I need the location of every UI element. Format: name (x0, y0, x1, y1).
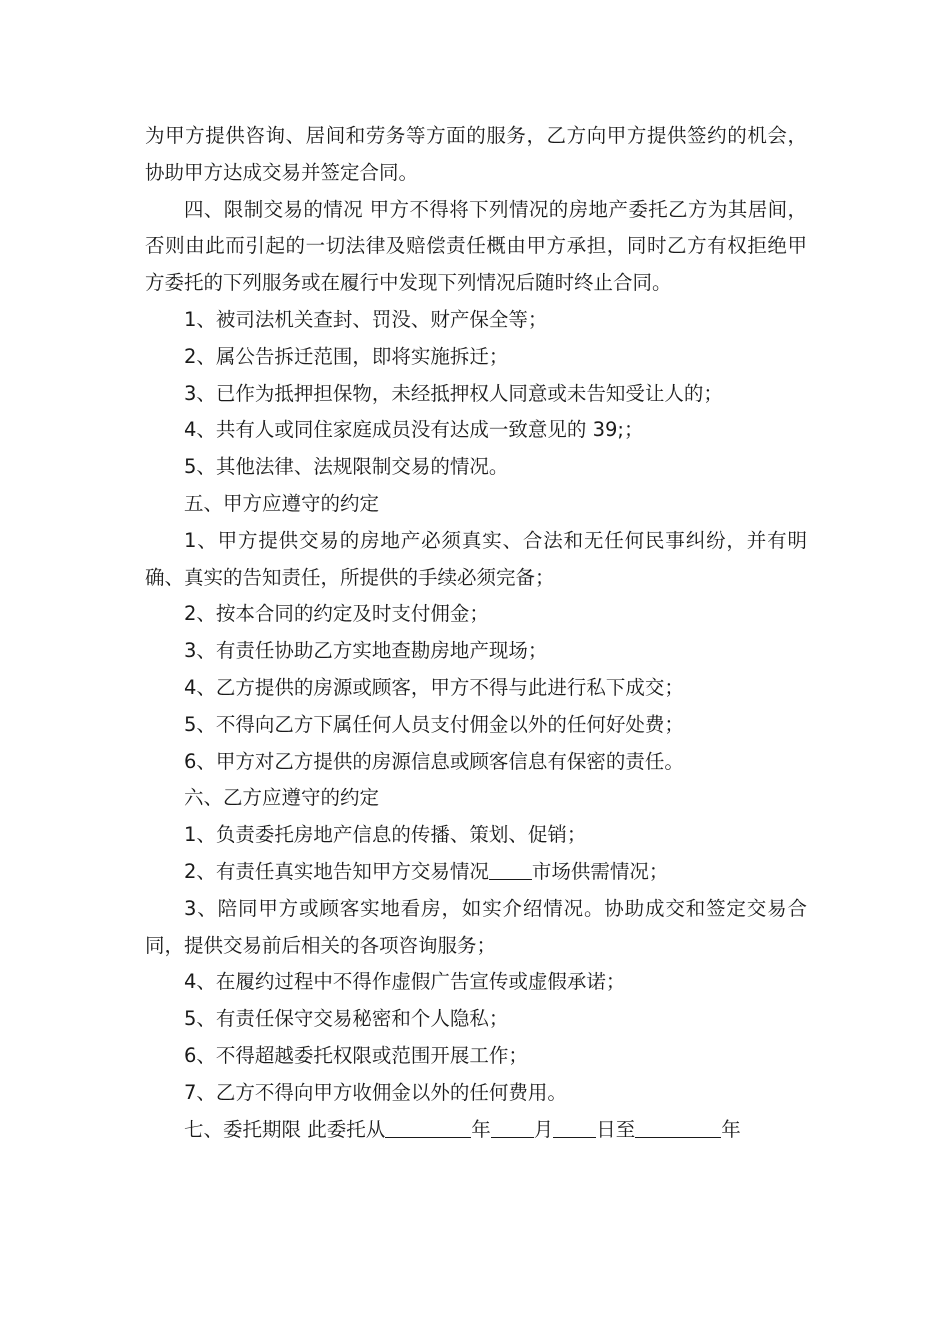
paragraph-5-4: 4、乙方提供的房源或顾客，甲方不得与此进行私下成交； (184, 675, 684, 699)
paragraph-4-3: 3、已作为抵押担保物，未经抵押权人同意或未告知受让人的； (184, 381, 723, 405)
paragraph-sec5: 五、甲方应遵守的约定 (184, 491, 380, 515)
paragraph-sec4: 四、限制交易的情况 甲方不得将下列情况的房地产委托乙方为其居间，否则由此而引起的一切法律及赔偿责任概由甲方承担，同时乙方有权拒绝甲方委托的下列服务或在履行中发现下列情况后随时终止合同。 (145, 197, 807, 295)
paragraph-5-3: 3、有责任协助乙方实地查勘房地产现场； (184, 639, 548, 663)
term-year-end-label: 年 (721, 1117, 741, 1141)
blank-line (385, 1116, 471, 1137)
paragraph-6-4: 4、在履约过程中不得作虚假广告宣传或虚假承诺； (184, 970, 626, 994)
term-lead-text: 七、委托期限 此委托从 (184, 1117, 386, 1141)
blank-line (489, 859, 532, 880)
paragraph-5-6: 6、甲方对乙方提供的房源信息或顾客信息有保密的责任。 (184, 749, 684, 773)
document-body (145, 118, 807, 1148)
term-day-to-label: 日至 (596, 1117, 636, 1141)
paragraph-5-2: 2、按本合同的约定及时支付佣金； (184, 602, 489, 626)
paragraph-4-5: 5、其他法律、法规限制交易的情况。 (184, 455, 509, 479)
paragraph-4-4: 4、共有人或同住家庭成员没有达成一致意见的 39;； (184, 418, 644, 442)
paragraph-5-5: 5、不得向乙方下属任何人员支付佣金以外的任何好处费； (184, 712, 684, 736)
paragraph-6-2-text-after: 市场供需情况； (531, 859, 669, 883)
paragraph-6-6: 6、不得超越委托权限或范围开展工作； (184, 1043, 528, 1067)
paragraph-6-3: 3、陪同甲方或顾客实地看房，如实介绍情况。协助成交和签定交易合同，提供交易前后相关的各项咨询服务； (145, 896, 807, 957)
term-month-label: 月 (533, 1117, 554, 1141)
paragraph-group-2 (145, 891, 807, 1112)
paragraph-6-2 (145, 854, 807, 891)
blank-line (553, 1116, 596, 1137)
blank-line (491, 1116, 534, 1137)
blank-line (635, 1116, 721, 1137)
paragraph-term (145, 1112, 807, 1149)
paragraph-5-1: 1、甲方提供交易的房地产必须真实、合法和无任何民事纠纷，并有明确、真实的告知责任，所提供的手续必须完备； (145, 528, 807, 589)
paragraph-intro: 为甲方提供咨询、居间和劳务等方面的服务，乙方向甲方提供签约的机会，协助甲方达成交易并签定合同。 (145, 124, 807, 184)
paragraph-4-2: 2、属公告拆迁范围，即将实施拆迁； (184, 344, 509, 368)
paragraph-6-2-text-before: 2、有责任真实地告知甲方交易情况 (184, 859, 489, 883)
term-year-label: 年 (471, 1117, 491, 1141)
paragraph-4-1: 1、被司法机关查封、罚没、财产保全等； (184, 307, 548, 331)
paragraph-sec6: 六、乙方应遵守的约定 (184, 786, 380, 810)
paragraph-group-1 (145, 118, 807, 854)
paragraph-6-1: 1、负责委托房地产信息的传播、策划、促销； (184, 823, 587, 847)
paragraph-6-5: 5、有责任保守交易秘密和个人隐私； (184, 1007, 509, 1031)
paragraph-6-7: 7、乙方不得向甲方收佣金以外的任何费用。 (184, 1080, 567, 1104)
